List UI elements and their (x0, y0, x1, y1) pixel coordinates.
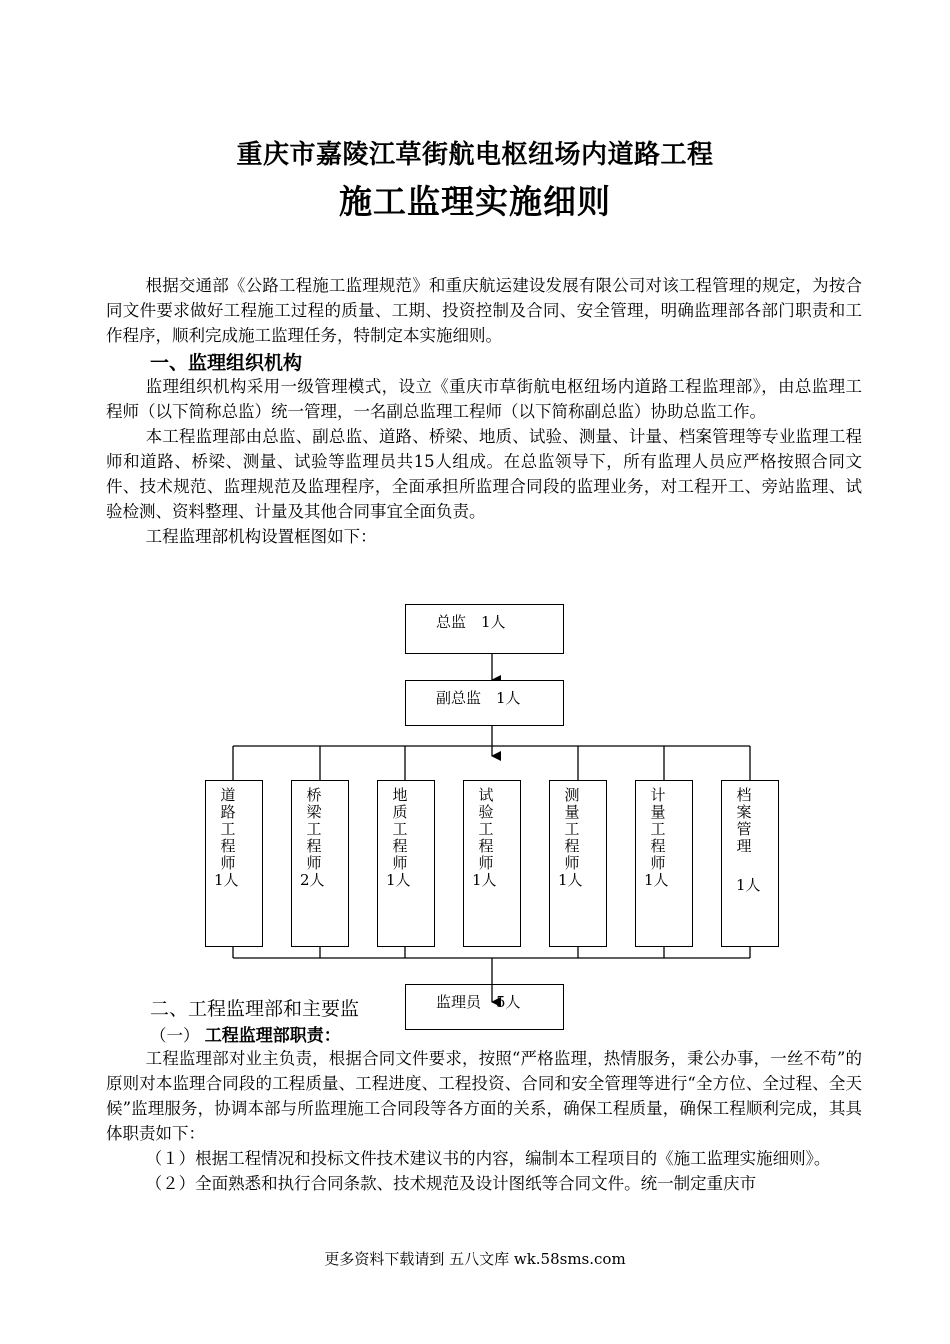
document-title: 重庆市嘉陵江草街航电枢纽场内道路工程 (236, 140, 714, 170)
org-box-dept-geology: 地质工程师 1人 (377, 780, 435, 947)
org-box-dept-testing: 试验工程师 1人 (463, 780, 521, 947)
section2-p1: 工程监理部对业主负责，根据合同文件要求，按照“严格监理，热情服务，秉公办事，一丝不苟”的原则对本监理合同段的工程质量、工程进度、工程投资、合同和安全管理等进行“全方位、全过程、全天候”监理服务，协调本部与所监理施工合同段等各方面的关系，确保工程质量，确保工程顺利完成，其具体职责如下： (106, 1049, 862, 1143)
section1-p1: 监理组织机构采用一级管理模式，设立《重庆市草街航电枢纽场内道路工程监理部》，由总监理工程师（以下简称总监）统一管理，一名副总监理工程师（以下简称副总监）协助总监工作。 (106, 377, 862, 421)
document-subtitle: 施工监理实施细则 (339, 182, 611, 221)
org-box-chief: 总监 1人 (405, 604, 564, 654)
org-box-deputy: 副总监 1人 (405, 680, 564, 726)
org-box-dept-metering: 计量工程师 1人 (635, 780, 693, 947)
org-box-supervisors: 监理员 5人 (405, 984, 564, 1030)
section2-body (106, 1046, 862, 1196)
section1-heading: 一、监理组织机构 (150, 352, 303, 374)
section1-p3: 工程监理部机构设置框图如下： (145, 527, 377, 546)
org-box-dept-survey: 测量工程师 1人 (549, 780, 607, 947)
section2-subheading: （一） 工程监理部职责： (150, 1026, 341, 1046)
org-box-dept-bridge: 桥梁工程师 2人 (291, 780, 349, 947)
section2-item1: （１）根据工程情况和投标文件技术建议书的内容，编制本工程项目的《施工监理实施细则》。 (145, 1149, 831, 1168)
section2-heading: 二、工程监理部和主要监 (150, 998, 360, 1020)
section1-p2: 本工程监理部由总监、副总监、道路、桥梁、地质、试验、测量、计量、档案管理等专业监理工程师和道路、桥梁、测量、试验等监理员共15人组成。在总监领导下，所有监理人员应严格按照合同文件、技术规范、监理规范及监理程序，全面承担所监理合同段的监理业务，对工程开工、旁站监理、试验检测、资料整理、计量及其他合同事宜全面负责。 (106, 427, 862, 521)
page-footer: 更多资料下载请到 五八文库 wk.58sms.com (324, 1250, 626, 1268)
intro-paragraph: 根据交通部《公路工程施工监理规范》和重庆航运建设发展有限公司对该工程管理的规定，为按合同文件要求做好工程施工过程的质量、工期、投资控制及合同、安全管理，明确监理部各部门职责和工作程序，顺利完成施工监理任务，特制定本实施细则。 (106, 276, 862, 345)
org-box-dept-road: 道路工程师 1人 (205, 780, 263, 947)
section2-item2: （２）全面熟悉和执行合同条款、技术规范及设计图纸等合同文件。统一制定重庆市 (145, 1174, 757, 1193)
org-box-dept-archive: 档案管理 1人 (721, 780, 779, 947)
